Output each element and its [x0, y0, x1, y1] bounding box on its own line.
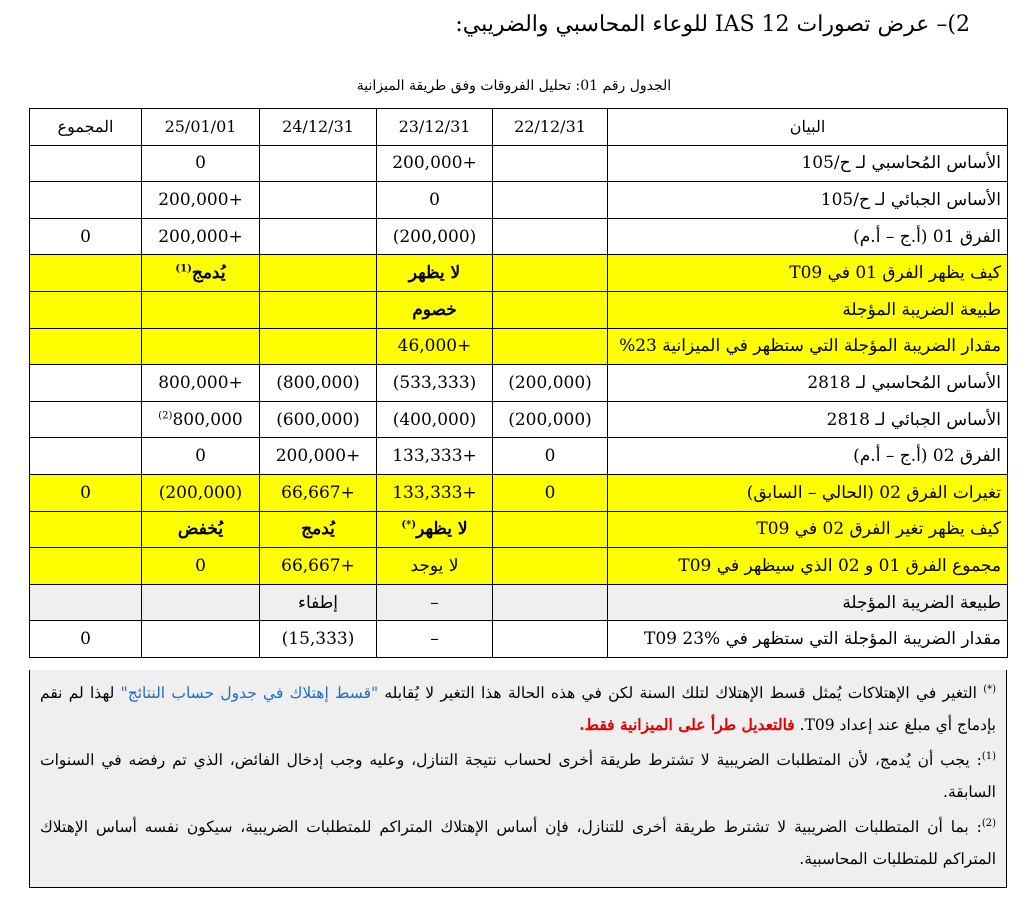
row-value: [377, 511, 493, 548]
row-label: [608, 511, 1008, 548]
cell-text: 0: [80, 482, 91, 503]
row-label: [608, 218, 1008, 255]
table-header-row: [30, 109, 1008, 146]
cell-text: +200,000: [392, 153, 477, 174]
row-value: [377, 548, 493, 585]
row-value: [142, 511, 260, 548]
row-value: [30, 365, 142, 402]
row-value: [30, 401, 142, 438]
row-value: [142, 145, 260, 182]
cell-text: خصوم: [412, 299, 457, 320]
row-value: [30, 511, 142, 548]
row-value: [493, 621, 608, 658]
row-value: [260, 365, 377, 402]
row-value: [377, 255, 493, 292]
row-value: [260, 511, 377, 548]
cell-text: الأساس المُحاسبي لـ 2818: [807, 372, 1001, 393]
table-row: [30, 621, 1008, 658]
cell-text: الفرق 02 (أ.ج – أ.م): [853, 446, 1001, 467]
cell-text: +800,000: [158, 372, 243, 393]
note-star-mark: (*): [983, 684, 996, 695]
header-date-2025: 25/01/01: [142, 109, 260, 146]
row-value: [493, 365, 608, 402]
cell-text: (200,000): [392, 226, 477, 247]
row-value: [377, 621, 493, 658]
row-value: [30, 255, 142, 292]
cell-text: (400,000): [392, 409, 477, 430]
cell-text: مقدار الضريبة المؤجلة التي ستظهر في الميزانية 23%: [619, 336, 1001, 357]
cell-text: طبيعة الضريبة المؤجلة: [842, 592, 1001, 613]
cell-text: (600,000): [276, 409, 360, 430]
row-value: [142, 474, 260, 511]
row-label: [608, 328, 1008, 365]
header-date-2022: 22/12/31: [493, 109, 608, 146]
row-value: [377, 401, 493, 438]
row-value: [493, 401, 608, 438]
note-2-text: : بما أن المتطلبات الضريبية لا تشترط طريقة أخرى للتنازل، فإن أساس الإهتلاك المتراكم للمتطلبات الضريبية، سيكون نفسه أساس الإهتلاك المتراكم للمتطلبات المحاسبية.: [40, 818, 996, 869]
note-2-mark: (2): [981, 818, 996, 830]
cell-text: +46,000: [397, 336, 472, 357]
row-value: [260, 438, 377, 475]
note-1: [40, 741, 996, 808]
cell-text: 0: [80, 629, 91, 650]
cell-text: لا يوجد: [410, 555, 459, 576]
row-value: [260, 328, 377, 365]
row-value: [142, 621, 260, 658]
note-star-emphasis: فالتعديل طرأ على الميزانية فقط.: [579, 715, 795, 735]
row-label: [608, 474, 1008, 511]
row-value: [30, 218, 142, 255]
row-label: [608, 365, 1008, 402]
cell-text: 0: [80, 226, 91, 247]
cell-text: مقدار الضريبة المؤجلة التي ستظهر في T09 23%: [644, 629, 1001, 650]
row-value: [260, 291, 377, 328]
row-value: [30, 621, 142, 658]
cell-text: لا يظهر: [408, 263, 461, 284]
row-value: [377, 182, 493, 219]
cell-text: 0: [544, 446, 556, 467]
row-value: [377, 438, 493, 475]
cell-text: (200,000): [508, 372, 592, 393]
row-value: [30, 328, 142, 365]
row-value: [142, 548, 260, 585]
header-total: المجموع: [30, 109, 142, 146]
table-row: [30, 145, 1008, 182]
note-star-highlight: "قسط إهتلاك في جدول حساب النتائج": [120, 684, 379, 703]
row-value: [260, 218, 377, 255]
row-value: [493, 255, 608, 292]
table-row: [30, 474, 1008, 511]
cell-text: (15,333): [281, 629, 355, 650]
row-value: [260, 548, 377, 585]
row-value: [30, 145, 142, 182]
row-value: [377, 584, 493, 621]
row-value: [30, 474, 142, 511]
row-value: [30, 548, 142, 585]
cell-text: (800,000): [276, 372, 360, 393]
row-value: [493, 182, 608, 219]
cell-text: (200,000): [508, 409, 592, 430]
table-caption: الجدول رقم 01: تحليل الفروقات وفق طريقة الميزانية: [356, 78, 672, 94]
row-value: [260, 474, 377, 511]
header-date-2023: 23/12/31: [377, 109, 493, 146]
table-row: [30, 218, 1008, 255]
cell-text: +66,667: [281, 482, 355, 503]
row-label: [608, 621, 1008, 658]
cell-text: 0: [195, 153, 206, 174]
cell-text: 0: [429, 189, 440, 210]
row-value: [493, 291, 608, 328]
row-value: [377, 145, 493, 182]
cell-text: مجموع الفرق 01 و 02 الذي سيظهر في T09: [678, 555, 1001, 576]
row-value: [493, 548, 608, 585]
table-row: [30, 401, 1008, 438]
row-value: [142, 291, 260, 328]
cell-text: +200,000: [275, 446, 361, 467]
cell-text: +133,333: [392, 446, 477, 467]
section-heading: 2)– عرض تصورات IAS 12 للوعاء المحاسبي والضريبي:: [455, 12, 970, 37]
table-row: [30, 255, 1008, 292]
row-value: [30, 182, 142, 219]
cell-text: طبيعة الضريبة المؤجلة: [842, 299, 1001, 320]
cell-text: يُدمج: [191, 263, 226, 284]
row-value: [260, 401, 377, 438]
cell-text: (533,333): [392, 372, 477, 393]
row-value: [142, 218, 260, 255]
row-value: [493, 511, 608, 548]
cell-text: يُخفض: [177, 519, 224, 540]
cell-text: تغيرات الفرق 02 (الحالي – السابق): [746, 482, 1001, 503]
footnote-mark: (2): [158, 409, 173, 421]
cell-text: كيف يظهر الفرق 01 في T09: [789, 263, 1001, 284]
row-value: [260, 584, 377, 621]
row-value: [260, 145, 377, 182]
row-value: [493, 584, 608, 621]
row-label: [608, 438, 1008, 475]
row-value: [377, 218, 493, 255]
row-value: [260, 255, 377, 292]
row-value: [493, 328, 608, 365]
row-value: [377, 365, 493, 402]
row-value: [493, 474, 608, 511]
footnote-mark: (1): [175, 263, 192, 275]
cell-text: 0: [195, 446, 206, 467]
cell-text: الأساس الجبائي لـ ح/105: [820, 189, 1001, 210]
table-row: [30, 548, 1008, 585]
note-star-text-1: التغير في الإهتلاكات يُمثل قسط الإهتلاك لتلك السنة لكن في هذه الحالة هذا التغير لا يُقابله: [378, 684, 984, 703]
cell-text: +200,000: [158, 189, 243, 210]
note-1-mark: (1): [981, 751, 996, 763]
row-value: [142, 438, 260, 475]
cell-text: لا يظهر: [416, 519, 468, 540]
row-value: [493, 438, 608, 475]
row-value: [142, 401, 260, 438]
row-value: [377, 328, 493, 365]
row-value: [142, 182, 260, 219]
row-label: [608, 584, 1008, 621]
cell-text: الأساس المُحاسبي لـ ح/105: [801, 153, 1001, 174]
cell-text: –: [430, 592, 439, 613]
footnotes: [29, 670, 1007, 888]
note-star: [40, 674, 996, 741]
row-label: [608, 548, 1008, 585]
differences-table: [29, 108, 1008, 658]
cell-text: –: [430, 629, 439, 650]
row-label: [608, 182, 1008, 219]
cell-text: الفرق 01 (أ.ج – أ.م): [853, 226, 1001, 247]
row-value: [142, 584, 260, 621]
row-value: [142, 328, 260, 365]
cell-text: كيف يظهر تغير الفرق 02 في T09: [756, 519, 1001, 540]
table-row: [30, 182, 1008, 219]
cell-text: يُدمج: [301, 519, 335, 540]
cell-text: 800,000: [172, 409, 243, 430]
cell-text: إطفاء: [297, 592, 339, 613]
cell-text: 0: [544, 482, 556, 503]
row-value: [493, 145, 608, 182]
row-value: [377, 291, 493, 328]
row-value: [30, 291, 142, 328]
row-value: [30, 438, 142, 475]
cell-text: الأساس الجبائي لـ 2818: [826, 409, 1001, 430]
cell-text: +200,000: [158, 226, 243, 247]
footnote-mark: (*): [401, 519, 417, 531]
row-value: [377, 474, 493, 511]
row-value: [30, 584, 142, 621]
cell-text: (200,000): [158, 482, 243, 503]
row-value: [260, 182, 377, 219]
row-label: [608, 401, 1008, 438]
table-body: [30, 145, 1008, 657]
header-date-2024: 24/12/31: [260, 109, 377, 146]
row-label: [608, 145, 1008, 182]
table-row: [30, 365, 1008, 402]
table-row: [30, 438, 1008, 475]
row-label: [608, 255, 1008, 292]
table-row: [30, 584, 1008, 621]
row-value: [142, 365, 260, 402]
note-2: [40, 808, 996, 875]
cell-text: +133,333: [392, 482, 477, 503]
note-star-text-2: لهذا لم نقم بإدماج أي مبلغ عند إعداد T09.: [40, 684, 996, 735]
row-label: [608, 291, 1008, 328]
table-row: [30, 291, 1008, 328]
note-1-text: : يجب أن يُدمج، لأن المتطلبات الضريبية لا تشترط طريقة أخرى لحساب نتيجة التنازل، وعليه وجب إدخال الفائض، الذي تم رفضه في السنوات السابقة.: [40, 751, 996, 802]
row-value: [142, 255, 260, 292]
cell-text: +66,667: [281, 555, 355, 576]
row-value: [493, 218, 608, 255]
header-statement: البيان: [608, 109, 1008, 146]
cell-text: 0: [195, 555, 206, 576]
table-row: [30, 328, 1008, 365]
table-row: [30, 511, 1008, 548]
row-value: [260, 621, 377, 658]
